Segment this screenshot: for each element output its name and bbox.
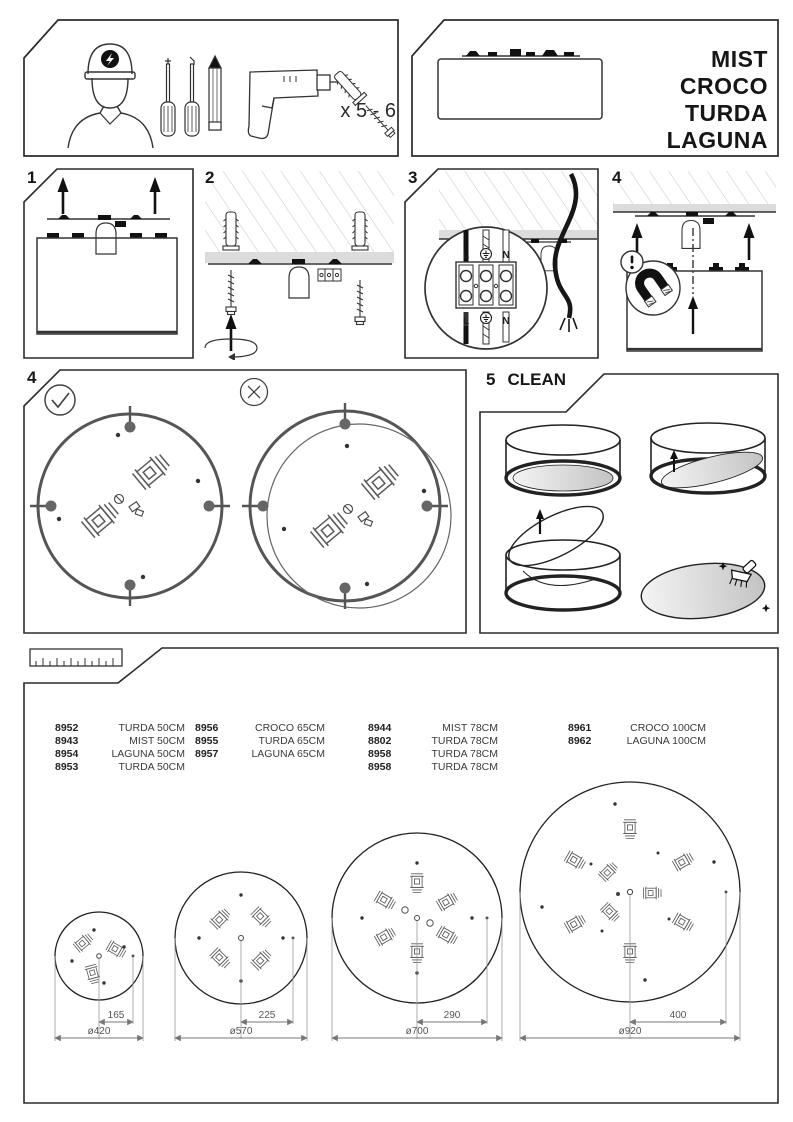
product-code: 8956 — [195, 722, 219, 734]
product-name: MIST 50CM — [129, 735, 185, 747]
model-name: MIST — [711, 46, 768, 72]
product-column-4 — [568, 722, 706, 748]
ceiling-hatch — [613, 171, 776, 204]
product-code: 8954 — [55, 748, 79, 760]
radius-dim-label: 225 — [258, 1010, 276, 1021]
product-column-2 — [195, 722, 325, 761]
diameter-dim-label: ø920 — [618, 1026, 642, 1037]
radius-dim-label: 400 — [669, 1010, 687, 1021]
product-row — [195, 722, 325, 735]
step-number: 4 — [612, 168, 622, 187]
clean-title — [486, 370, 566, 390]
diameter-dim-label: ø700 — [405, 1026, 429, 1037]
exclamation-icon — [630, 256, 633, 270]
product-name: LAGUNA 100CM — [626, 735, 706, 747]
product-row — [55, 722, 185, 735]
diameter-dim-label: ø420 — [87, 1026, 111, 1037]
label-neutral-top: N — [502, 250, 510, 261]
size-570 — [175, 872, 307, 1041]
mounting-bracket — [635, 212, 755, 248]
product-code: 8962 — [568, 735, 592, 747]
product-row — [195, 735, 325, 748]
product-name: MIST 78CM — [442, 722, 498, 734]
terminal-block — [456, 262, 516, 308]
radius-dim-label: 165 — [107, 1010, 125, 1021]
step-number: 3 — [408, 168, 418, 187]
clean-label: CLEAN — [507, 370, 567, 389]
screw-icon — [226, 270, 236, 315]
lamp-top-view-correct — [30, 406, 230, 606]
alignment-panel — [22, 366, 468, 635]
product-row — [368, 722, 498, 735]
drum-closed — [506, 425, 620, 495]
panel-number: 4 — [27, 368, 37, 387]
product-row — [55, 761, 185, 774]
quantity-label: x 5 - 6 — [340, 100, 396, 122]
product-code: 8955 — [195, 735, 219, 747]
clean-panel — [478, 366, 780, 635]
product-name: TURDA 50CM — [118, 722, 185, 734]
model-name: TURDA — [685, 100, 768, 126]
product-code: 8958 — [368, 748, 392, 760]
panel-border — [24, 648, 778, 1103]
product-name: TURDA 78CM — [431, 761, 498, 773]
product-name: TURDA 65CM — [258, 735, 325, 747]
models-panel — [410, 16, 780, 158]
product-code: 8958 — [368, 761, 392, 773]
model-name: CROCO — [679, 73, 768, 99]
screw-in-motion — [205, 314, 257, 360]
product-row — [568, 722, 706, 735]
product-code: 8952 — [55, 722, 79, 734]
model-names — [667, 46, 768, 154]
screw-icon — [355, 280, 365, 325]
lamp-top-view-wrong — [242, 403, 451, 609]
center-hardware — [344, 505, 373, 527]
cable-end — [560, 318, 577, 332]
label-live-bottom: L — [462, 316, 470, 327]
pencil-icon — [209, 56, 221, 130]
lamp-holder — [289, 267, 309, 298]
step-number: 1 — [27, 168, 37, 187]
arrow-up-icon — [150, 177, 161, 214]
arrow-up-icon — [58, 177, 69, 214]
diameter-dim-label: ø570 — [229, 1026, 253, 1037]
product-name: CROCO 100CM — [630, 722, 706, 734]
check-icon — [45, 385, 75, 415]
product-name: LAGUNA 50CM — [111, 748, 185, 760]
lamp-side-view — [438, 49, 602, 119]
model-name: LAGUNA — [666, 127, 768, 153]
product-code: 8957 — [195, 748, 219, 760]
socket-top-view — [309, 509, 350, 549]
product-row — [55, 735, 185, 748]
cross-icon — [241, 379, 268, 406]
product-name: TURDA 50CM — [118, 761, 185, 773]
size-700 — [332, 833, 502, 1041]
step-1-panel — [22, 166, 195, 360]
size-420 — [55, 912, 143, 1041]
drum-removing — [501, 495, 620, 610]
product-code: 8802 — [368, 735, 392, 747]
socket-top-view — [360, 461, 401, 501]
tools-panel — [22, 16, 400, 158]
step-number: 5 — [486, 370, 496, 389]
center-hardware — [115, 495, 144, 517]
product-name: LAGUNA 65CM — [251, 748, 325, 760]
product-code: 8944 — [368, 722, 392, 734]
product-name: CROCO 65CM — [254, 722, 325, 734]
diffuser-cleaning — [639, 556, 771, 624]
drum-lifting — [651, 423, 766, 495]
product-code: 8943 — [55, 735, 79, 747]
arrow-up-icon — [744, 223, 755, 260]
product-name: TURDA 78CM — [431, 748, 498, 760]
radius-dim-label: 290 — [443, 1010, 461, 1021]
product-row — [55, 748, 185, 761]
product-name: TURDA 78CM — [431, 735, 498, 747]
product-column-1 — [55, 722, 185, 774]
sizes-panel — [22, 645, 780, 1105]
step-number: 2 — [205, 168, 215, 187]
label-neutral-bottom: N — [502, 316, 510, 327]
socket-top-view — [131, 451, 172, 491]
product-row — [368, 748, 498, 761]
panel-border — [24, 169, 193, 358]
product-code: 8953 — [55, 761, 79, 773]
label-live-top: L — [462, 250, 470, 261]
magnet-badge — [621, 251, 680, 315]
product-row — [568, 735, 706, 748]
terminal-block-small — [318, 269, 341, 281]
product-column-3 — [368, 722, 498, 774]
product-row — [368, 761, 498, 774]
ceiling-band — [613, 204, 776, 212]
ruler-icon — [30, 649, 122, 666]
size-920 — [520, 782, 740, 1041]
product-code: 8961 — [568, 722, 592, 734]
worker-icon — [68, 44, 153, 148]
product-row — [195, 748, 325, 761]
panel-border — [24, 370, 466, 633]
product-row — [368, 735, 498, 748]
arrow-up-icon — [688, 296, 698, 334]
step-2-panel — [200, 166, 398, 360]
step-3-panel — [403, 166, 600, 360]
step-4-panel — [607, 166, 780, 360]
screwdriver-icon — [161, 57, 199, 136]
socket-top-view — [80, 499, 121, 539]
